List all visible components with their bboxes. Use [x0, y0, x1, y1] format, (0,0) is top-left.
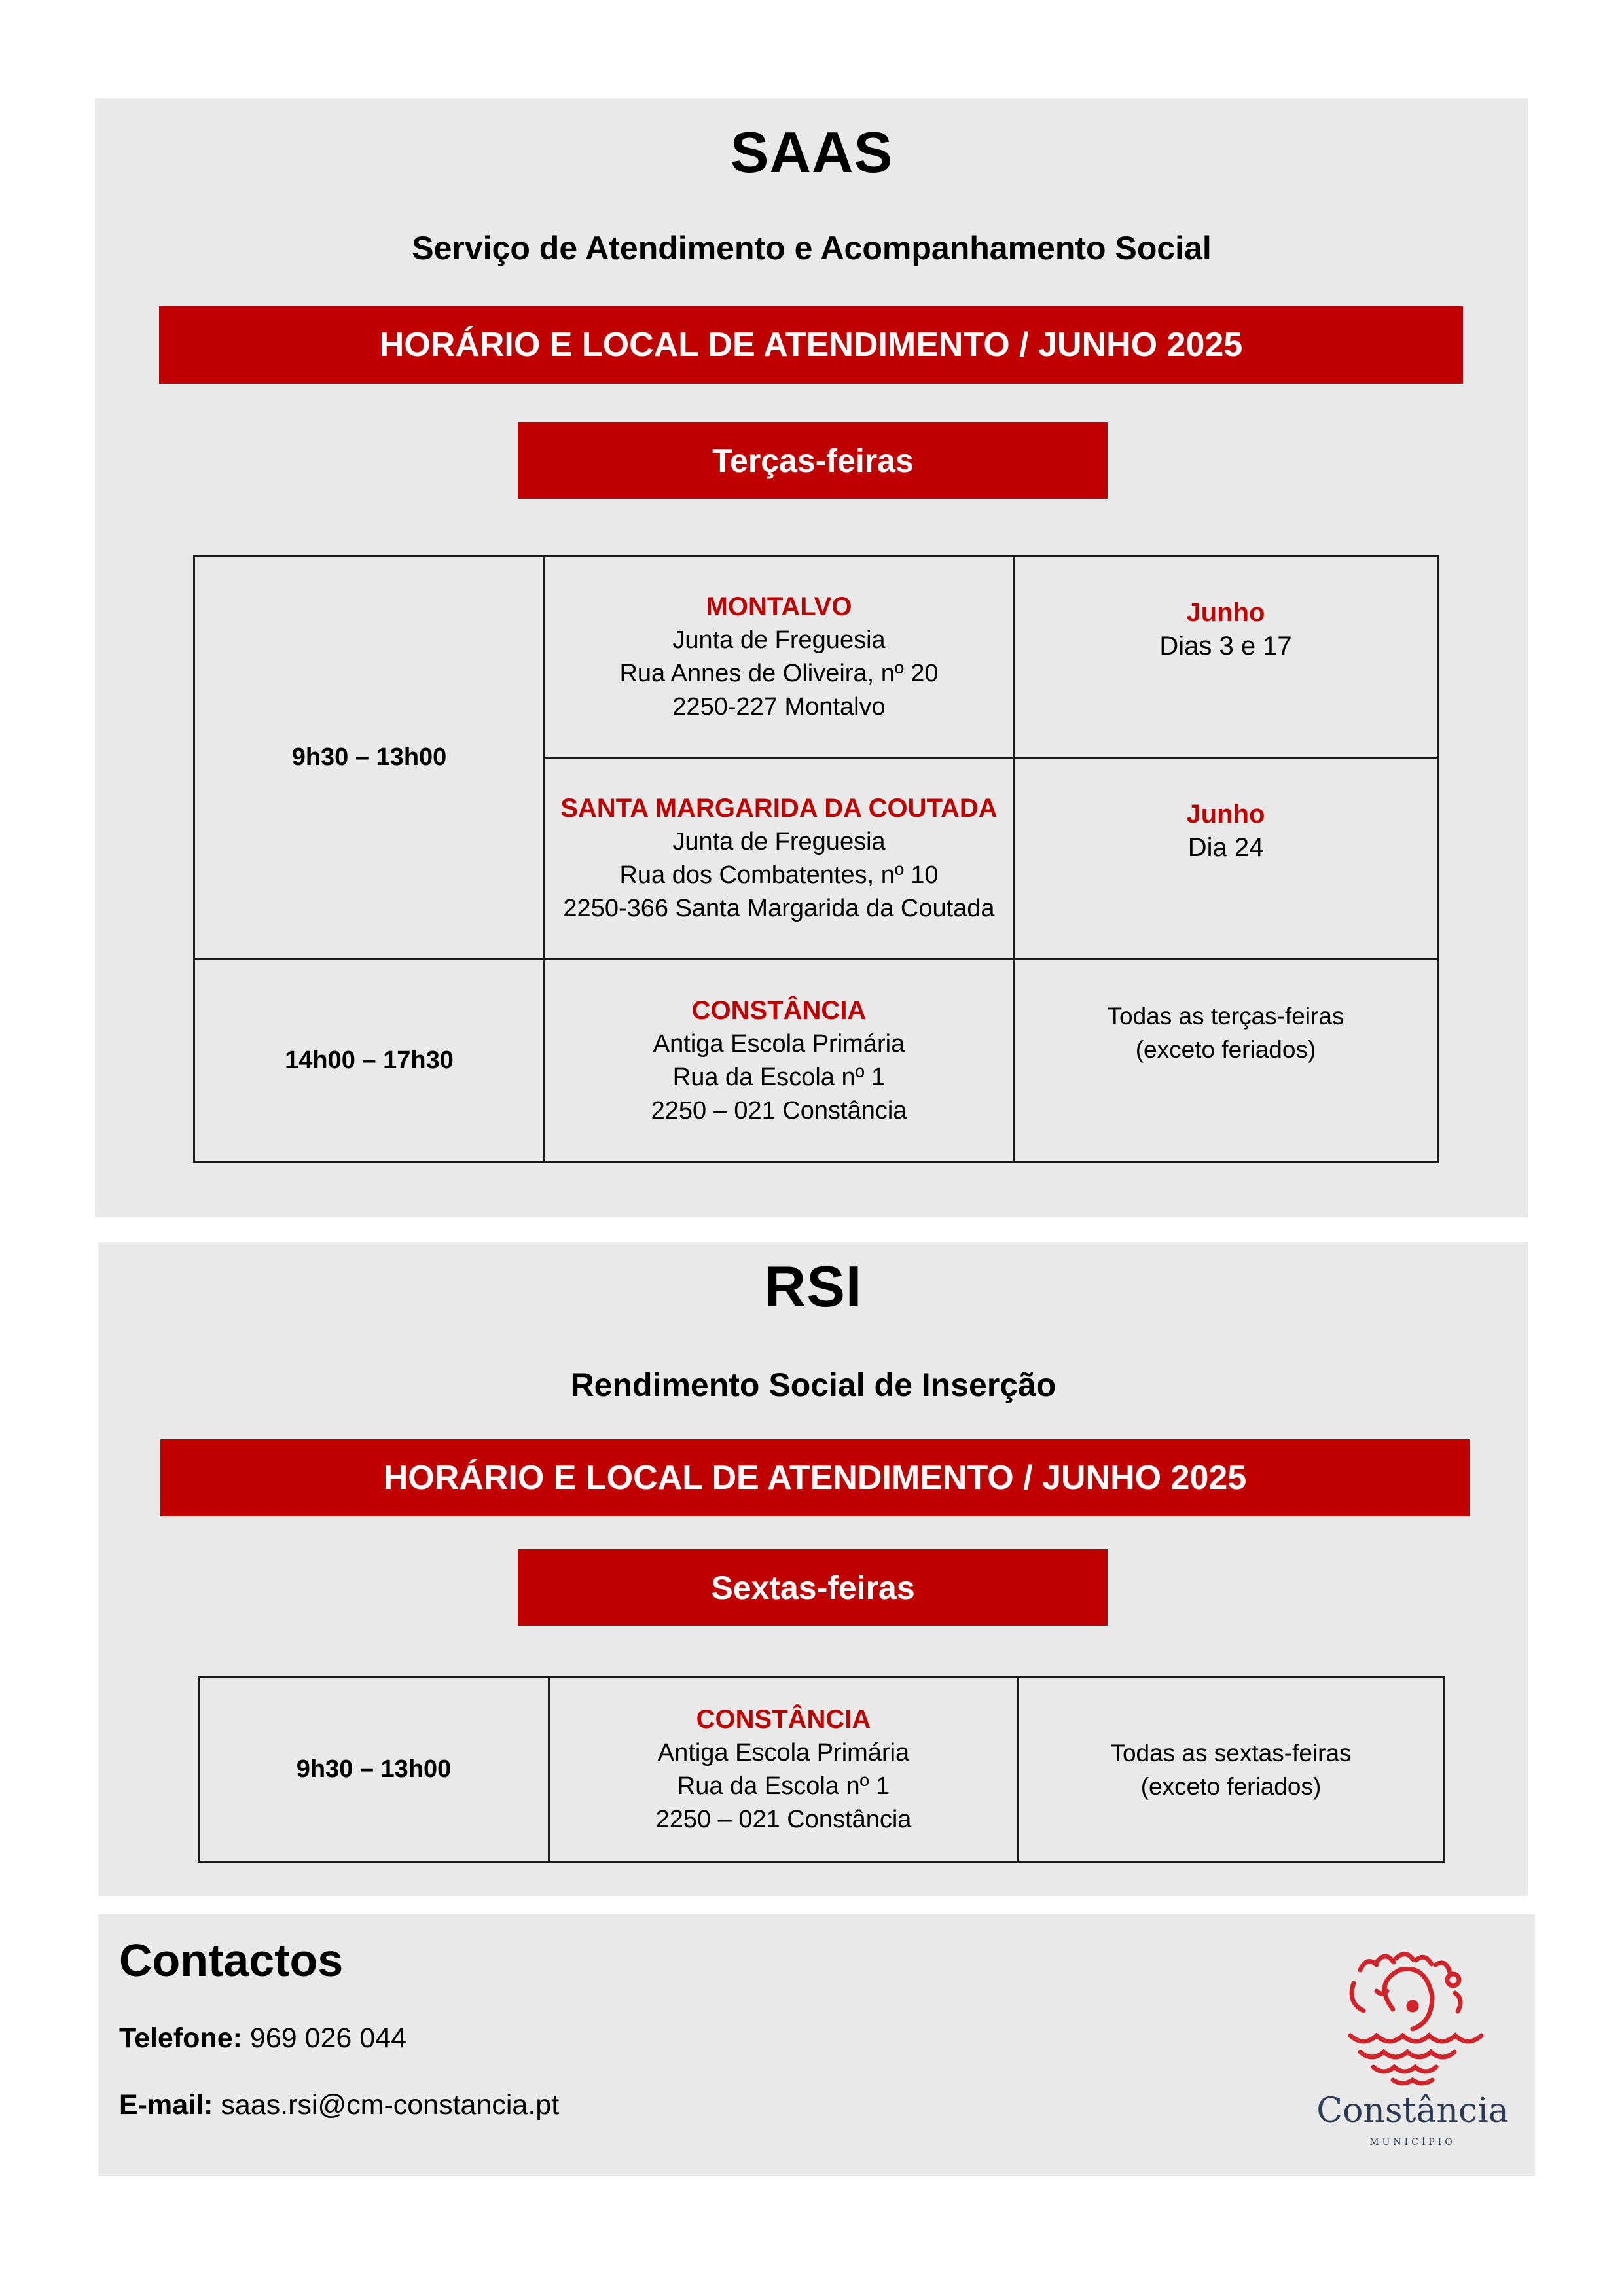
saas-schedule-bar: HORÁRIO E LOCAL DE ATENDIMENTO / JUNHO 2025 [159, 306, 1463, 384]
email-label: E-mail: [119, 2089, 213, 2121]
logo-subtitle: MUNICÍPIO [1369, 2137, 1456, 2147]
rsi-schedule-table [198, 1676, 1445, 1863]
santa-margarida-line1: Junta de Freguesia [672, 827, 886, 855]
santa-margarida-dates-cell [1014, 758, 1438, 960]
saas-day-bar: Terças-feiras [518, 422, 1108, 499]
rsi-title: RSI [764, 1254, 863, 1319]
table-row [194, 960, 1438, 1162]
santa-margarida-line2: Rua dos Combatentes, nº 10 [619, 861, 939, 889]
saas-schedule-table [193, 555, 1439, 1163]
contacts-title: Contactos [119, 1935, 344, 1986]
santa-margarida-line3: 2250-366 Santa Margarida da Coutada [563, 894, 995, 922]
santa-margarida-location-cell [545, 758, 1014, 960]
table-row [199, 1677, 1444, 1862]
constancia-when1: Todas as terças-feiras [1107, 1003, 1344, 1030]
rsi-when-cell [1019, 1677, 1444, 1862]
montalvo-dates-cell [1014, 556, 1438, 758]
saas-panel [95, 98, 1528, 1217]
phone-number[interactable]: 969 026 044 [249, 2022, 407, 2054]
rsi-time: 9h30 – 13h00 [199, 1677, 549, 1862]
constancia-when-cell [1014, 960, 1438, 1162]
constancia-when2: (exceto feriados) [1135, 1036, 1316, 1063]
phone-label: Telefone: [119, 2022, 242, 2054]
saas-title: SAAS [730, 120, 893, 185]
constancia-name: CONSTÂNCIA [691, 996, 867, 1025]
constancia-logo [1314, 1944, 1511, 2153]
constancia-line1: Antiga Escola Primária [653, 1030, 905, 1058]
rsi-place-name: CONSTÂNCIA [696, 1704, 871, 1734]
santa-margarida-days: Dia 24 [1187, 833, 1264, 862]
montalvo-location-cell [545, 556, 1014, 758]
rsi-day-bar: Sextas-feiras [518, 1549, 1108, 1626]
rsi-subtitle: Rendimento Social de Inserção [570, 1367, 1056, 1403]
santa-margarida-month: Junho [1186, 800, 1265, 829]
montalvo-line2: Rua Annes de Oliveira, nº 20 [619, 659, 939, 687]
montalvo-line1: Junta de Freguesia [672, 626, 886, 654]
rsi-panel [98, 1242, 1528, 1896]
montalvo-name: MONTALVO [706, 592, 852, 621]
constancia-line3: 2250 – 021 Constância [651, 1096, 907, 1124]
table-row [194, 556, 1438, 758]
mermaid-emblem-icon [1314, 1944, 1511, 2088]
rsi-line3: 2250 – 021 Constância [655, 1805, 912, 1833]
rsi-line2: Rua da Escola nº 1 [677, 1772, 890, 1800]
montalvo-month: Junho [1186, 598, 1265, 627]
constancia-location-cell [545, 960, 1014, 1162]
santa-margarida-name: SANTA MARGARIDA DA COUTADA [560, 793, 998, 823]
montalvo-days: Dias 3 e 17 [1159, 632, 1292, 660]
montalvo-line3: 2250-227 Montalvo [672, 692, 886, 721]
constancia-line2: Rua da Escola nº 1 [672, 1063, 886, 1091]
email-line [119, 2089, 559, 2121]
rsi-when2: (exceto feriados) [1140, 1772, 1322, 1800]
phone-line [119, 2022, 406, 2054]
saas-subtitle: Serviço de Atendimento e Acompanhamento Social [412, 230, 1212, 266]
email-address[interactable]: saas.rsi@cm-constancia.pt [221, 2089, 560, 2121]
contacts-panel [98, 1914, 1535, 2176]
rsi-line1: Antiga Escola Primária [657, 1738, 910, 1767]
saas-afternoon-time: 14h00 – 17h30 [194, 960, 545, 1162]
saas-morning-time: 9h30 – 13h00 [194, 556, 545, 960]
logo-wordmark: Constância [1316, 2091, 1509, 2130]
rsi-schedule-bar: HORÁRIO E LOCAL DE ATENDIMENTO / JUNHO 2025 [160, 1439, 1470, 1516]
rsi-location-cell [549, 1677, 1019, 1862]
rsi-when1: Todas as sextas-feiras [1110, 1739, 1352, 1767]
